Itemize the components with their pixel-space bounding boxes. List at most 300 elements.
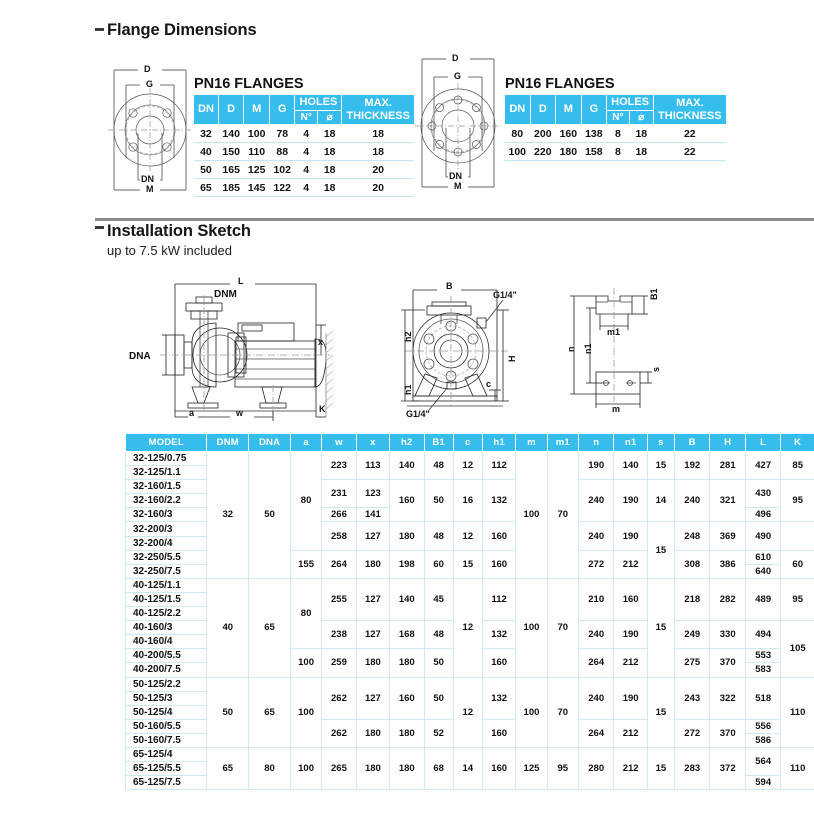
cell-model: 40-200/7.5	[126, 663, 207, 677]
cell-h1: 132	[482, 677, 515, 719]
sketch-label-w: w	[236, 408, 244, 418]
cell-b: 249	[674, 621, 709, 649]
th-d: D	[218, 95, 244, 125]
cell-model: 65-125/7.5	[126, 776, 207, 790]
th-c: c	[453, 434, 482, 452]
th-dn: DN	[505, 95, 531, 125]
flange1-label-DN: DN	[141, 174, 154, 184]
cell-k: 60	[781, 550, 814, 578]
th-b: B	[674, 434, 709, 452]
cell-l: 489	[745, 578, 780, 620]
cell-b: 240	[674, 480, 709, 522]
cell-b: 243	[674, 677, 709, 719]
cell-k	[781, 522, 814, 550]
cell-thickness: 18	[342, 143, 415, 161]
cell-n1: 212	[614, 747, 647, 789]
cell-w: 266	[322, 508, 356, 522]
cell-x: 113	[356, 452, 389, 480]
cell-h2: 180	[390, 522, 424, 550]
cell-l: 490	[745, 522, 780, 550]
flange-table-body-2	[505, 125, 727, 161]
table-row	[505, 125, 727, 143]
sketch-label-x: x	[318, 337, 324, 347]
cell-g: 158	[581, 143, 607, 161]
cell-dn: 32	[194, 125, 219, 143]
cell-dia: 18	[317, 125, 341, 143]
cell-l: 564	[745, 747, 780, 775]
cell-x: 123	[356, 480, 389, 508]
cell-x: 180	[356, 649, 389, 677]
cell-h1: 160	[482, 550, 515, 578]
sketch-label-h1: h1	[403, 384, 413, 395]
sketch-label-DNM: DNM	[214, 289, 237, 300]
cell-x: 127	[356, 621, 389, 649]
cell-n1: 140	[614, 452, 647, 480]
cell-model: 32-160/2.2	[126, 494, 207, 508]
cell-n1: 190	[614, 621, 647, 649]
cell-k: 110	[781, 747, 814, 789]
cell-a: 80	[290, 452, 321, 551]
th-max-line2: THICKNESS	[658, 109, 722, 122]
table-row	[126, 578, 814, 592]
cell-d: 220	[530, 143, 556, 161]
cell-n: 264	[578, 719, 613, 747]
cell-h2: 180	[390, 649, 424, 677]
cell-dnm: 40	[207, 578, 249, 677]
th-dnm: DNM	[207, 434, 249, 452]
cell-n: 240	[578, 677, 613, 719]
cell-c: 12	[453, 677, 482, 747]
th-holes: HOLES	[607, 95, 654, 111]
cell-model: 65-125/4	[126, 747, 207, 761]
cell-h1: 112	[482, 578, 515, 620]
cell-model: 32-200/4	[126, 536, 207, 550]
cell-dn: 40	[194, 143, 219, 161]
cell-model: 50-125/2.2	[126, 677, 207, 691]
cell-model: 50-160/7.5	[126, 733, 207, 747]
sketch-label-DNA: DNA	[129, 351, 151, 362]
page-title-installation-sketch: Installation Sketch	[107, 222, 251, 240]
table-row	[194, 143, 415, 161]
cell-h2: 160	[390, 677, 424, 719]
cell-a: 100	[290, 677, 321, 747]
cell-g: 78	[269, 125, 295, 143]
cell-h: 372	[710, 747, 745, 789]
cell-s: 14	[647, 480, 674, 522]
th-h2: h2	[390, 434, 424, 452]
th-x: x	[356, 434, 389, 452]
cell-x: 141	[356, 508, 389, 522]
cell-h2: 198	[390, 550, 424, 578]
th-model: MODEL	[126, 434, 207, 452]
cell-s: 15	[647, 452, 674, 480]
cell-h2: 160	[390, 480, 424, 522]
cell-c: 15	[453, 550, 482, 578]
cell-model: 40-200/5.5	[126, 649, 207, 663]
th-max-line1: MAX.	[676, 96, 704, 109]
cell-m: 100	[244, 125, 270, 143]
table-row	[194, 161, 415, 179]
th-g: G	[581, 95, 607, 125]
sketch-label-s: s	[651, 366, 661, 372]
th-m: m	[516, 434, 547, 452]
cell-x: 180	[356, 719, 389, 747]
th-holes-dia: ⌀	[317, 110, 341, 125]
cell-m: 100	[516, 452, 547, 579]
cell-g: 102	[269, 161, 295, 179]
pump-side-view-drawing	[130, 275, 380, 425]
section-rule-flange	[95, 28, 104, 31]
th-l: L	[745, 434, 780, 452]
th-n: n	[578, 434, 613, 452]
cell-w: 231	[322, 480, 356, 508]
cell-l: 494	[745, 621, 780, 649]
cell-b1: 50	[424, 480, 453, 522]
cell-model: 50-125/4	[126, 705, 207, 719]
table-row	[194, 179, 415, 197]
cell-l: 553	[745, 649, 780, 663]
cell-n: 4	[295, 143, 317, 161]
cell-h: 369	[710, 522, 745, 550]
cell-h: 386	[710, 550, 745, 578]
flange-table-body-1	[194, 125, 415, 197]
cell-dia: 18	[317, 179, 341, 197]
cell-b1: 52	[424, 719, 453, 747]
sketch-label-H: H	[507, 355, 517, 362]
cell-b1: 48	[424, 621, 453, 649]
pn16-flanges-title-2: PN16 FLANGES	[505, 76, 615, 92]
cell-w: 265	[322, 747, 356, 789]
cell-c: 16	[453, 480, 482, 522]
cell-thickness: 20	[342, 179, 415, 197]
cell-m: 110	[244, 143, 270, 161]
cell-c: 12	[453, 578, 482, 677]
cell-b1: 60	[424, 550, 453, 578]
cell-l: 518	[745, 677, 780, 719]
cell-model: 32-125/0.75	[126, 452, 207, 466]
cell-k: 105	[781, 621, 814, 677]
cell-m1: 70	[547, 452, 578, 579]
cell-a: 100	[290, 747, 321, 789]
cell-x: 127	[356, 677, 389, 719]
cell-b: 275	[674, 649, 709, 677]
sketch-label-B1: B1	[649, 288, 659, 300]
section-tick-install	[95, 226, 104, 229]
th-m: M	[244, 95, 270, 125]
flange-table-header-row	[505, 95, 727, 111]
table-row	[194, 125, 415, 143]
cell-w: 223	[322, 452, 356, 480]
cell-g: 138	[581, 125, 607, 143]
cell-h1: 160	[482, 649, 515, 677]
cell-n: 264	[578, 649, 613, 677]
th-g: G	[269, 95, 295, 125]
cell-b: 272	[674, 719, 709, 747]
cell-dn: 65	[194, 179, 219, 197]
installation-subtitle: up to 7.5 kW included	[107, 243, 233, 258]
sketch-label-h2: h2	[403, 331, 413, 342]
cell-m: 145	[244, 179, 270, 197]
cell-l: 583	[745, 663, 780, 677]
cell-k: 95	[781, 578, 814, 620]
cell-n: 190	[578, 452, 613, 480]
cell-n: 4	[295, 161, 317, 179]
flange1-label-G: G	[146, 79, 154, 89]
th-max	[342, 95, 415, 125]
cell-model: 32-250/5.5	[126, 550, 207, 564]
cell-model: 32-200/3	[126, 522, 207, 536]
cell-h1: 132	[482, 621, 515, 649]
cell-h: 370	[710, 719, 745, 747]
sketch-label-c: c	[486, 379, 492, 389]
cell-h: 322	[710, 677, 745, 719]
cell-h: 321	[710, 480, 745, 522]
cell-w: 258	[322, 522, 356, 550]
cell-n: 8	[607, 143, 629, 161]
pn16-flanges-title-1: PN16 FLANGES	[194, 76, 304, 92]
cell-b: 218	[674, 578, 709, 620]
cell-model: 40-125/1.5	[126, 592, 207, 606]
cell-n1: 190	[614, 677, 647, 719]
cell-model: 40-160/3	[126, 621, 207, 635]
cell-b1: 50	[424, 677, 453, 719]
cell-model: 40-160/4	[126, 635, 207, 649]
th-d: D	[530, 95, 556, 125]
sketch-label-B: B	[446, 281, 453, 291]
cell-n: 240	[578, 522, 613, 550]
cell-thickness: 22	[654, 125, 727, 143]
cell-model: 32-160/1.5	[126, 480, 207, 494]
cell-m: 125	[244, 161, 270, 179]
cell-h2: 140	[390, 452, 424, 480]
th-m1: m1	[547, 434, 578, 452]
th-holes-dia: ⌀	[629, 110, 653, 125]
cell-model: 50-125/3	[126, 691, 207, 705]
cell-model: 65-125/5.5	[126, 762, 207, 776]
sketch-label-K: K	[319, 404, 326, 414]
cell-n1: 212	[614, 649, 647, 677]
cell-m: 160	[556, 125, 582, 143]
cell-s: 15	[647, 747, 674, 789]
cell-h: 330	[710, 621, 745, 649]
cell-h1: 160	[482, 747, 515, 789]
cell-d: 140	[218, 125, 244, 143]
cell-b1: 48	[424, 522, 453, 550]
flange-diagram-dn80-100	[406, 46, 510, 201]
cell-g: 122	[269, 179, 295, 197]
th-n1: n1	[614, 434, 647, 452]
cell-x: 180	[356, 747, 389, 789]
cell-b: 192	[674, 452, 709, 480]
cell-dn: 50	[194, 161, 219, 179]
cell-b1: 48	[424, 452, 453, 480]
cell-s: 15	[647, 522, 674, 578]
th-max-line2: THICKNESS	[346, 109, 410, 122]
cell-dia: 18	[629, 125, 653, 143]
cell-m: 100	[516, 578, 547, 677]
th-s: s	[647, 434, 674, 452]
cell-a: 100	[290, 649, 321, 677]
cell-s: 15	[647, 677, 674, 747]
cell-n1: 190	[614, 522, 647, 550]
th-m: M	[556, 95, 582, 125]
pump-front-view-drawing	[385, 278, 545, 426]
th-k: K	[781, 434, 814, 452]
cell-m1: 95	[547, 747, 578, 789]
cell-dia: 18	[317, 143, 341, 161]
cell-model: 50-160/5.5	[126, 719, 207, 733]
cell-h: 370	[710, 649, 745, 677]
cell-b: 283	[674, 747, 709, 789]
dimension-table-header-row	[126, 434, 814, 452]
sketch-label-m: m	[612, 404, 621, 414]
cell-k: 85	[781, 452, 814, 480]
cell-x: 127	[356, 578, 389, 620]
cell-m1: 70	[547, 578, 578, 677]
cell-l: 640	[745, 564, 780, 578]
cell-n: 280	[578, 747, 613, 789]
cell-h2: 168	[390, 621, 424, 649]
cell-h2: 180	[390, 719, 424, 747]
cell-model: 32-250/7.5	[126, 564, 207, 578]
cell-c: 14	[453, 747, 482, 789]
cell-l: 427	[745, 452, 780, 480]
sketch-label-m1: m1	[607, 327, 621, 337]
sketch-label-a: a	[189, 408, 195, 418]
cell-dia: 18	[317, 161, 341, 179]
cell-w: 255	[322, 578, 356, 620]
cell-s: 15	[647, 578, 674, 677]
cell-n: 4	[295, 179, 317, 197]
cell-thickness: 20	[342, 161, 415, 179]
flange2-label-D: D	[452, 53, 459, 63]
cell-h2: 180	[390, 747, 424, 789]
cell-h1: 132	[482, 480, 515, 522]
sketch-label-g14-bottom: G1/4"	[406, 409, 430, 419]
flange-diagram-dn32-65	[100, 58, 200, 206]
flange-table-dn80-100	[504, 94, 727, 161]
sketch-label-L: L	[238, 276, 244, 286]
cell-l: 496	[745, 508, 780, 522]
sketch-label-n: n	[566, 346, 576, 352]
cell-l: 430	[745, 480, 780, 508]
cell-l: 610	[745, 550, 780, 564]
cell-dn: 100	[505, 143, 531, 161]
cell-a: 80	[290, 578, 321, 648]
cell-d: 185	[218, 179, 244, 197]
cell-a: 155	[290, 550, 321, 578]
flange2-label-DN: DN	[449, 171, 462, 181]
cell-dna: 50	[249, 452, 291, 579]
cell-l: 594	[745, 776, 780, 790]
cell-n: 210	[578, 578, 613, 620]
cell-x: 127	[356, 522, 389, 550]
cell-w: 238	[322, 621, 356, 649]
flange2-label-M: M	[454, 181, 462, 191]
cell-h1: 160	[482, 719, 515, 747]
cell-n: 240	[578, 480, 613, 522]
cell-w: 264	[322, 550, 356, 578]
table-row	[126, 677, 814, 691]
cell-x: 180	[356, 550, 389, 578]
cell-n1: 190	[614, 480, 647, 522]
cell-b: 308	[674, 550, 709, 578]
cell-k: 95	[781, 480, 814, 522]
cell-h1: 160	[482, 522, 515, 550]
cell-c: 12	[453, 522, 482, 550]
flange-table-header-row	[194, 95, 415, 111]
th-w: w	[322, 434, 356, 452]
flange1-label-D: D	[144, 64, 151, 74]
th-b1: B1	[424, 434, 453, 452]
cell-dna: 65	[249, 578, 291, 677]
page-title-flange-dimensions: Flange Dimensions	[107, 21, 257, 39]
cell-n: 272	[578, 550, 613, 578]
cell-b1: 68	[424, 747, 453, 789]
cell-m: 100	[516, 677, 547, 747]
cell-h1: 112	[482, 452, 515, 480]
cell-n1: 212	[614, 550, 647, 578]
cell-dna: 65	[249, 677, 291, 747]
cell-b1: 50	[424, 649, 453, 677]
cell-l: 556	[745, 719, 780, 733]
cell-dnm: 32	[207, 452, 249, 579]
cell-model: 32-160/3	[126, 508, 207, 522]
th-a: a	[290, 434, 321, 452]
cell-h2: 140	[390, 578, 424, 620]
dimension-table-body	[126, 452, 814, 790]
cell-dnm: 65	[207, 747, 249, 789]
flange1-label-M: M	[146, 184, 154, 194]
cell-thickness: 22	[654, 143, 727, 161]
cell-g: 88	[269, 143, 295, 161]
th-holes-n: N°	[607, 110, 629, 125]
flange2-label-G: G	[454, 71, 462, 81]
th-holes-n: N°	[295, 110, 317, 125]
table-row	[505, 143, 727, 161]
cell-m: 125	[516, 747, 547, 789]
cell-thickness: 18	[342, 125, 415, 143]
cell-dnm: 50	[207, 677, 249, 747]
cell-model: 40-125/2.2	[126, 607, 207, 621]
table-row	[126, 747, 814, 761]
cell-model: 32-125/1.1	[126, 466, 207, 480]
th-max-line1: MAX.	[364, 96, 392, 109]
cell-c: 12	[453, 452, 482, 480]
cell-d: 200	[530, 125, 556, 143]
th-max	[654, 95, 727, 125]
cell-w: 262	[322, 719, 356, 747]
cell-w: 262	[322, 677, 356, 719]
pump-base-plan-drawing	[556, 280, 706, 415]
cell-n: 240	[578, 621, 613, 649]
cell-n: 8	[607, 125, 629, 143]
cell-d: 165	[218, 161, 244, 179]
section-rule-install	[95, 218, 814, 221]
flange-table-dn32-65	[193, 94, 415, 197]
th-h: H	[710, 434, 745, 452]
th-dna: DNA	[249, 434, 291, 452]
cell-dn: 80	[505, 125, 531, 143]
cell-b1: 45	[424, 578, 453, 620]
dimension-table	[125, 433, 814, 790]
sketch-label-n1: n1	[583, 343, 593, 354]
cell-dna: 80	[249, 747, 291, 789]
th-dn: DN	[194, 95, 219, 125]
cell-n1: 212	[614, 719, 647, 747]
cell-k: 110	[781, 677, 814, 747]
th-h1: h1	[482, 434, 515, 452]
